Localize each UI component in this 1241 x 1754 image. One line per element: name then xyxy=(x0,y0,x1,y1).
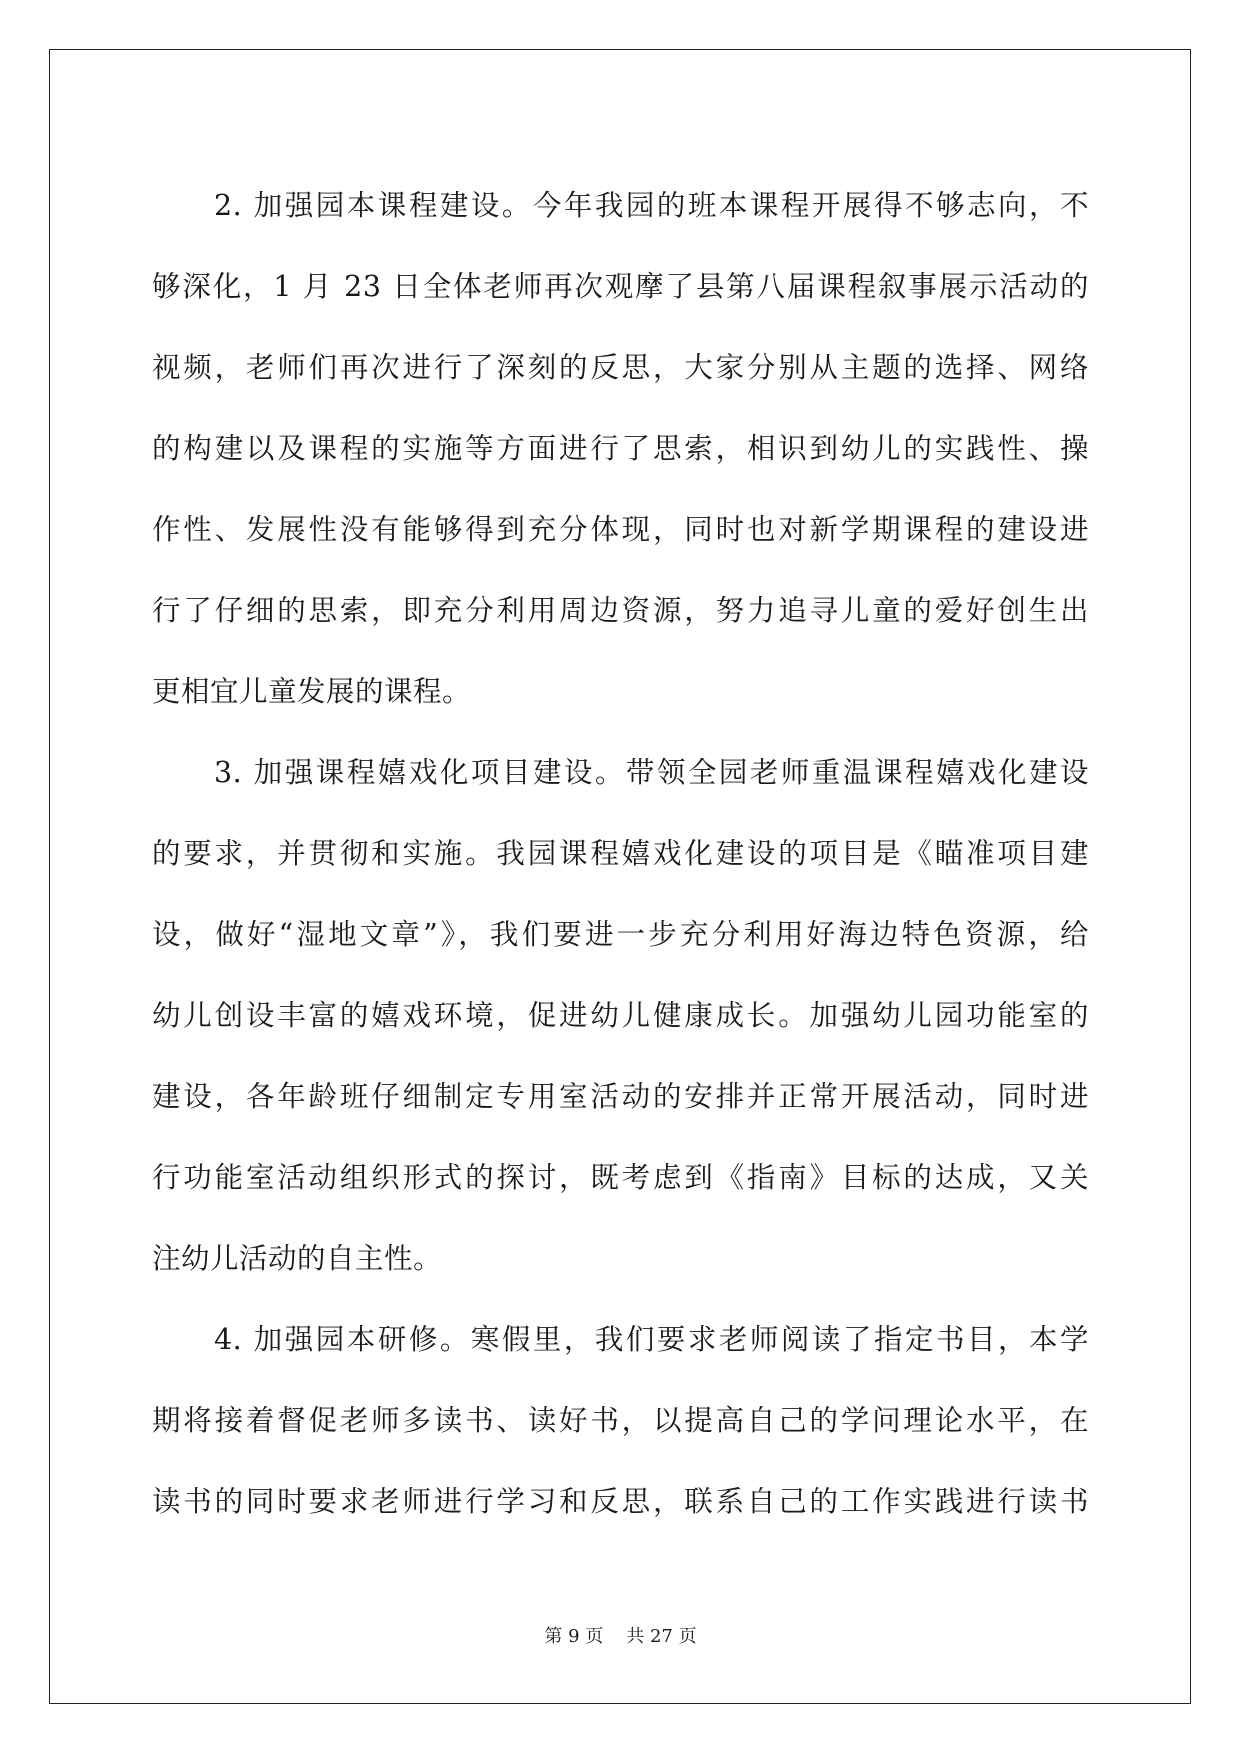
paragraph-2-line-7: 注幼儿活动的自主性。 xyxy=(152,1242,443,1275)
paragraph-3-line-1: 4. 加强园本研修。寒假里，我们要求老师阅读了指定书目，本学 xyxy=(152,1323,1089,1356)
paragraph-1-line-4: 的构建以及课程的实施等方面进行了思索，相识到幼儿的实践性、操 xyxy=(152,432,1089,465)
paragraph-2-line-4: 幼儿创设丰富的嬉戏环境，促进幼儿健康成长。加强幼儿园功能室的 xyxy=(152,999,1089,1032)
paragraph-2-line-3: 设，做好“湿地文章”》，我们要进一步充分利用好海边特色资源，给 xyxy=(152,918,1089,951)
page-total: 共 27 页 xyxy=(626,1626,697,1647)
paragraph-2-line-5: 建设，各年龄班仔细制定专用室活动的安排并正常开展活动，同时进 xyxy=(152,1080,1089,1113)
paragraph-2-line-2: 的要求，并贯彻和实施。我园课程嬉戏化建设的项目是《瞄准项目建 xyxy=(152,837,1089,870)
paragraph-2-line-6: 行功能室活动组织形式的探讨，既考虑到《指南》目标的达成，又关 xyxy=(152,1161,1089,1194)
paragraph-2-line-1: 3. 加强课程嬉戏化项目建设。带领全园老师重温课程嬉戏化建设 xyxy=(152,756,1089,789)
page-footer xyxy=(0,1622,1241,1648)
paragraph-3-line-2: 期将接着督促老师多读书、读好书，以提高自己的学问理论水平，在 xyxy=(152,1404,1089,1437)
paragraph-1-line-2: 够深化，1 月 23 日全体老师再次观摩了县第八届课程叙事展示活动的 xyxy=(152,270,1089,303)
paragraph-1-line-5: 作性、发展性没有能够得到充分体现，同时也对新学期课程的建设进 xyxy=(152,513,1089,546)
paragraph-1-line-1: 2. 加强园本课程建设。今年我园的班本课程开展得不够志向，不 xyxy=(152,189,1089,222)
paragraph-3-line-3: 读书的同时要求老师进行学习和反思，联系自己的工作实践进行读书 xyxy=(152,1485,1089,1518)
paragraph-1-line-3: 视频，老师们再次进行了深刻的反思，大家分别从主题的选择、网络 xyxy=(152,351,1089,384)
paragraph-1-line-7: 更相宜儿童发展的课程。 xyxy=(152,675,472,708)
paragraph-1-line-6: 行了仔细的思索，即充分利用周边资源，努力追寻儿童的爱好创生出 xyxy=(152,594,1089,627)
document-body xyxy=(152,165,1089,1542)
page-number: 第 9 页 xyxy=(544,1626,604,1647)
